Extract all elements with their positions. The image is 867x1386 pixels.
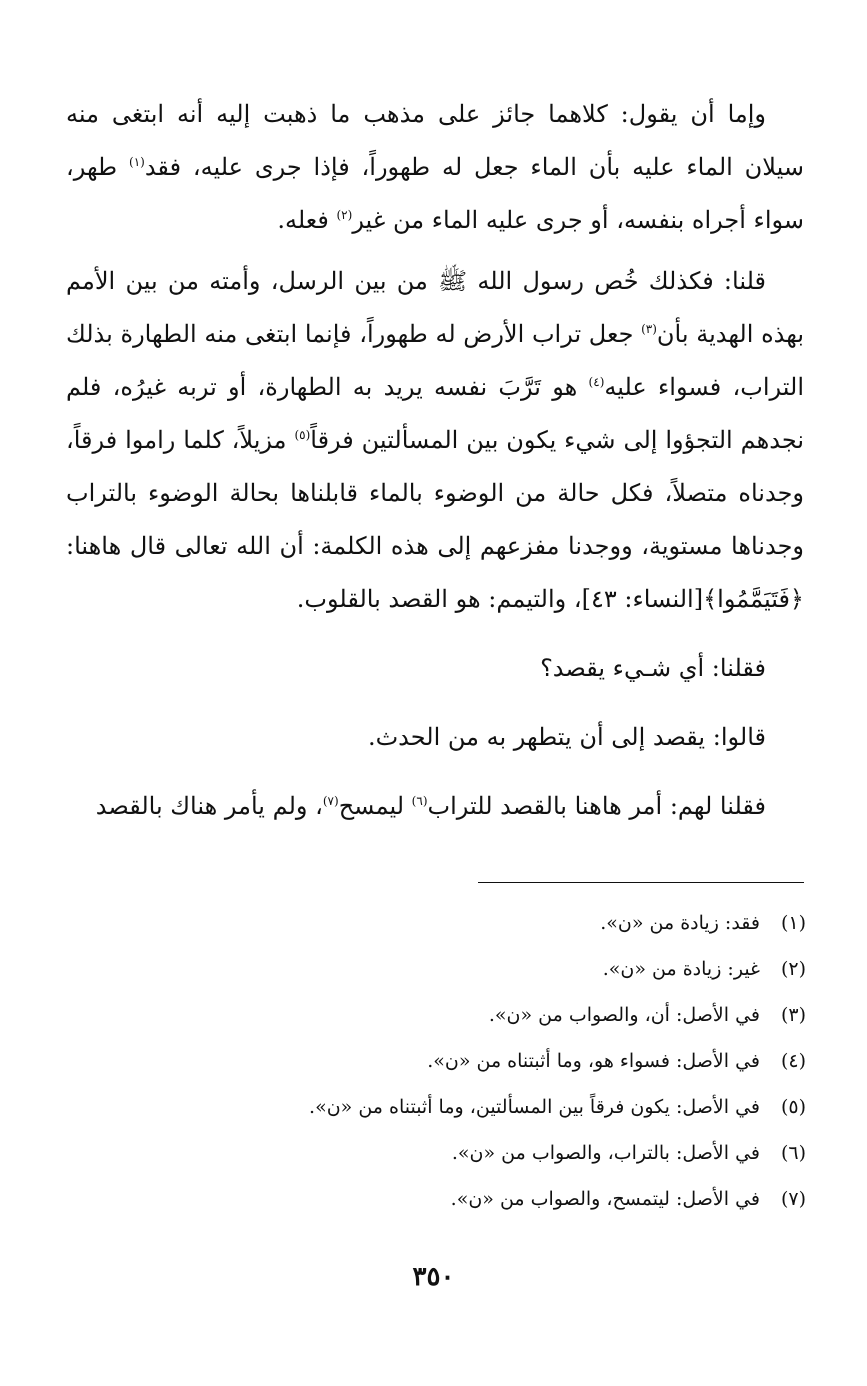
text-segment: جعل تراب الأرض له طهوراً، فإنما ابتغى منه الطهارة بذلك التراب، فسواء عليه — [66, 320, 804, 401]
footnote-ref: (٧) — [322, 794, 339, 808]
footnote-item — [100, 1084, 806, 1130]
footnote-ref: (٦) — [411, 794, 428, 808]
text-segment: قالوا: يقصد إلى أن يتطهر به من الحدث. — [367, 723, 766, 751]
main-text — [66, 88, 804, 833]
footnote-text: في الأصل: أن، والصواب من «ن». — [488, 1004, 760, 1026]
footnote-number: (٥) — [780, 1096, 806, 1118]
text-segment: ، ولم يأمر هناك بالقصد — [95, 792, 323, 820]
footnote-number: (٢) — [780, 958, 806, 980]
footnote-item — [100, 946, 806, 992]
paragraph-5 — [66, 780, 804, 833]
text-segment: وإما أن يقول: كلاهما جائز على مذهب ما ذهبت إليه أنه ابتغى منه سيلان الماء عليه بأن الماء جعل له طهوراً، فإذا جرى عليه، فقد — [66, 100, 804, 181]
paragraph-1 — [66, 88, 804, 247]
footnote-divider — [478, 882, 804, 883]
footnote-item — [100, 900, 806, 946]
text-segment: طهر، سواء أجراه بنفسه، أو جرى عليه الماء من غير — [66, 153, 804, 234]
text-segment: فقلنا: أي شـيء يقصد؟ — [540, 654, 766, 682]
text-segment: مزيلاً، كلما راموا فرقاً، وجدناه متصلاً، فكل حالة من الوضوء بالماء قابلناها بحالة الوضوء بالتراب وجدناها مستوية، ووجدنا مفزعهم إلى هذه الكلمة: أن الله تعالى قال هاهنا: ﴿فَتَيَمَّمُوا﴾[النساء: ٤٣]، والتيمم: هو القصد بالقلوب. — [66, 426, 804, 613]
footnote-number: (٦) — [780, 1142, 806, 1164]
paragraph-4 — [66, 711, 804, 764]
paragraph-2 — [66, 255, 804, 626]
footnote-ref: (٥) — [294, 428, 311, 442]
footnote-item — [100, 1038, 806, 1084]
text-segment: قلنا: فكذلك خُص رسول الله ﷺ من بين الرسل، وأمته من بين الأمم بهذه الهدية بأن — [66, 267, 804, 348]
page-number: ٣٥٠ — [412, 1262, 455, 1292]
footnote-ref: (١) — [129, 155, 145, 169]
footnote-text: غير: زيادة من «ن». — [602, 958, 760, 980]
footnote-item — [100, 1176, 806, 1222]
footnote-item — [100, 992, 806, 1038]
footnote-text: في الأصل: ليتمسح، والصواب من «ن». — [450, 1188, 760, 1210]
footnote-item — [100, 1130, 806, 1176]
text-segment: فقلنا لهم: أمر هاهنا بالقصد للتراب — [427, 792, 766, 820]
footnote-text: فقد: زيادة من «ن». — [600, 912, 760, 934]
paragraph-3 — [66, 642, 804, 695]
footnote-number: (١) — [780, 912, 806, 934]
footnote-number: (٣) — [780, 1004, 806, 1026]
footnote-number: (٧) — [780, 1188, 806, 1210]
footnote-ref: (٤) — [588, 375, 605, 389]
footnote-ref: (٢) — [336, 208, 353, 222]
footnote-ref: (٣) — [641, 322, 657, 336]
text-segment: ليمسح — [338, 792, 405, 820]
footnote-number: (٤) — [780, 1050, 806, 1072]
text-segment: فعله. — [277, 206, 329, 234]
footnote-text: في الأصل: يكون فرقاً بين المسألتين، وما أثبتناه من «ن». — [309, 1096, 760, 1118]
footnote-text: في الأصل: فسواء هو، وما أثبتناه من «ن». — [427, 1050, 760, 1072]
footnote-text: في الأصل: بالتراب، والصواب من «ن». — [451, 1142, 760, 1164]
footnotes-list — [100, 900, 806, 1222]
text-segment: هو تَرَّبَ نفسه يريد به الطهارة، أو تربه غيرُه، فلم نجدهم التجؤوا إلى شيء يكون بين المسألتين فرقاً — [66, 373, 804, 454]
